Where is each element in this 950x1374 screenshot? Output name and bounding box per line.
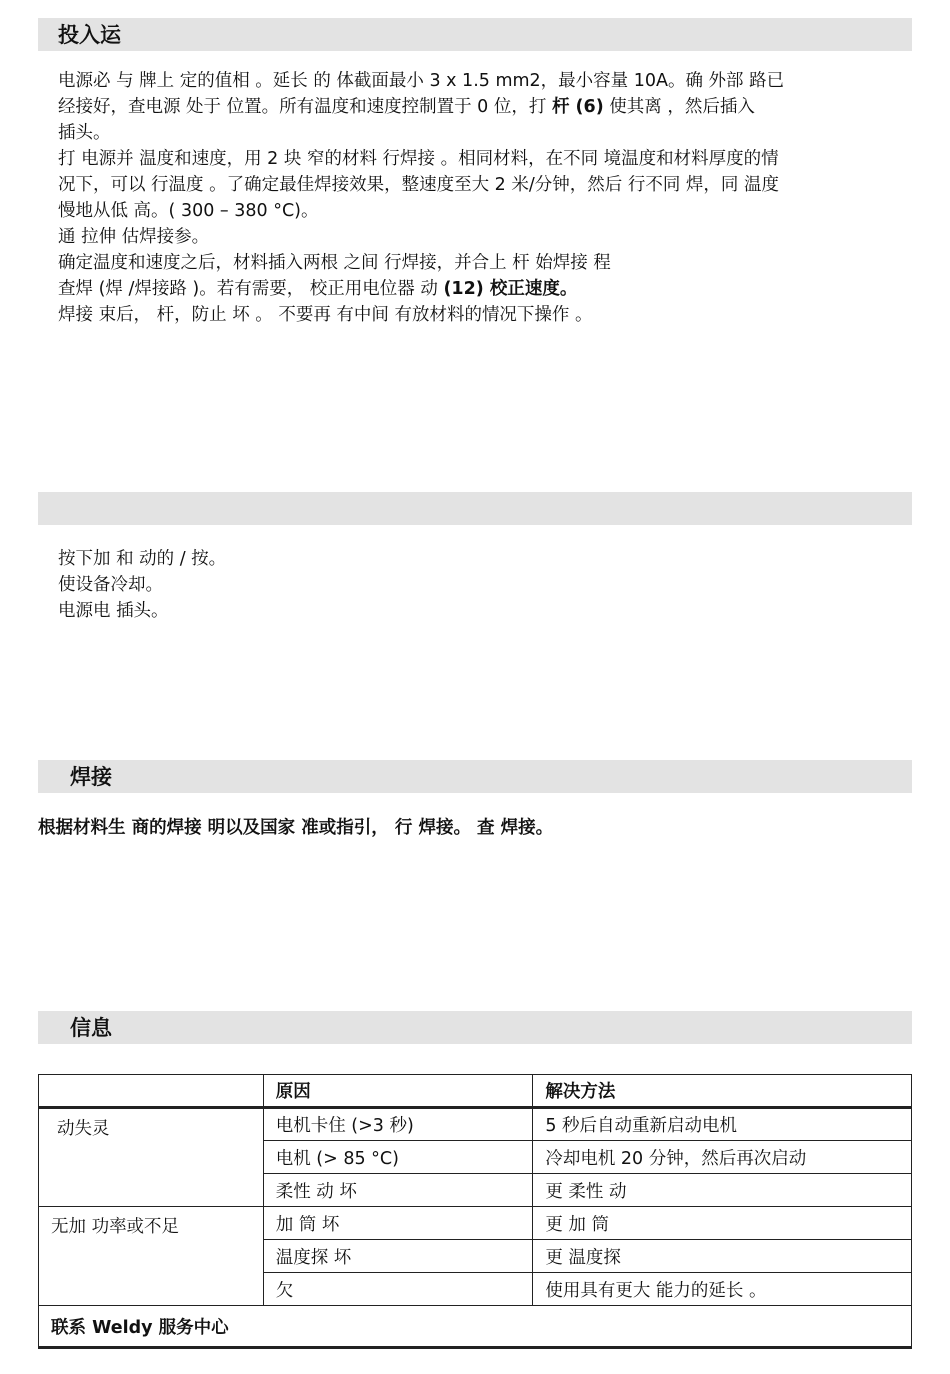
header-cause: 原因 bbox=[263, 1075, 533, 1108]
shutdown-paragraph bbox=[58, 546, 914, 624]
operation-line-4: 打 电源并 温度和速度，用 2 块 窄的材料 行焊接 。相同材料，在不同 境温度和材料厚度的情 bbox=[58, 149, 779, 169]
cause-cell: 欠 bbox=[263, 1273, 533, 1306]
operation-line-1: 电源必 与 牌上 定的值相 。延长 的 体截面最小 3 x 1.5 mm2，最小容量 10A。确 外部 路已 bbox=[58, 71, 785, 91]
table-header-row bbox=[39, 1075, 912, 1108]
table-footer-row bbox=[39, 1306, 912, 1348]
header-solution: 解决方法 bbox=[533, 1075, 912, 1108]
section-header-welding bbox=[38, 760, 912, 793]
contact-service-note: 联系 Weldy 服务中心 bbox=[39, 1306, 912, 1348]
lever-ref: 杆 (6) bbox=[551, 97, 604, 117]
shutdown-line-2: 使设备冷却。 bbox=[58, 575, 163, 595]
operation-line-9: 查焊 (焊 /焊接路 )。若有需要， 校正用电位器 动 (12) 校正速度。 bbox=[58, 279, 578, 299]
solution-cell: 使用具有更大 能力的延长 。 bbox=[533, 1273, 912, 1306]
troubleshooting-table bbox=[38, 1074, 912, 1349]
welding-instructions: 根据材料生 商的焊接 明以及国家 准或指引， 行 焊接。 查 焊接。 bbox=[38, 818, 554, 838]
table-row bbox=[39, 1108, 912, 1141]
operation-line-8: 确定温度和速度之后，材料插入两根 之间 行焊接，并合上 杆 始焊接 程 bbox=[58, 253, 611, 273]
speed-correction-ref: (12) 校正速度。 bbox=[443, 279, 578, 299]
section-title-info: 信息 bbox=[70, 1016, 112, 1040]
solution-cell: 更 温度探 bbox=[533, 1240, 912, 1273]
operation-line-6: 慢地从低 高。( 300 – 380 °C)。 bbox=[58, 201, 319, 221]
operation-line-10: 焊接 束后， 杆，防止 坏 。 不要再 有中间 有放材料的情况下操作 。 bbox=[58, 305, 593, 325]
section-title-welding: 焊接 bbox=[70, 765, 112, 789]
cause-cell: 加 筒 坏 bbox=[263, 1207, 533, 1240]
section-header-operation bbox=[38, 18, 912, 51]
table-row bbox=[39, 1207, 912, 1240]
fault-cell: 无加 功率或不足 bbox=[39, 1207, 264, 1306]
solution-cell: 冷却电机 20 分钟，然后再次启动 bbox=[533, 1141, 912, 1174]
operation-line-2: 经接好，查电源 处于 位置。所有温度和速度控制置于 0 位，打 杆 (6) 使其离 ，然后插入 bbox=[58, 97, 755, 117]
section-title-operation: 投入运 bbox=[58, 23, 121, 47]
section-header-shutdown bbox=[38, 492, 912, 525]
operation-paragraph bbox=[58, 68, 914, 328]
shutdown-line-1: 按下加 和 动的 / 按。 bbox=[58, 549, 227, 569]
operation-line-3: 插头。 bbox=[58, 123, 111, 143]
fault-cell: 动失灵 bbox=[39, 1108, 264, 1207]
solution-cell: 更 加 筒 bbox=[533, 1207, 912, 1240]
operation-line-7: 通 拉伸 估焊接参。 bbox=[58, 227, 210, 247]
cause-cell: 温度探 坏 bbox=[263, 1240, 533, 1273]
operation-line-5: 况下，可以 行温度 。了确定最佳焊接效果，整速度至大 2 米/分钟，然后 行不同 焊，同 温度 bbox=[58, 175, 779, 195]
header-fault bbox=[39, 1075, 264, 1108]
cause-cell: 电机 (> 85 °C) bbox=[263, 1141, 533, 1174]
cause-cell: 柔性 动 坏 bbox=[263, 1174, 533, 1207]
solution-cell: 5 秒后自动重新启动电机 bbox=[533, 1108, 912, 1141]
section-header-info bbox=[38, 1011, 912, 1044]
solution-cell: 更 柔性 动 bbox=[533, 1174, 912, 1207]
shutdown-line-3: 电源电 插头。 bbox=[58, 601, 169, 621]
cause-cell: 电机卡住 (>3 秒) bbox=[263, 1108, 533, 1141]
